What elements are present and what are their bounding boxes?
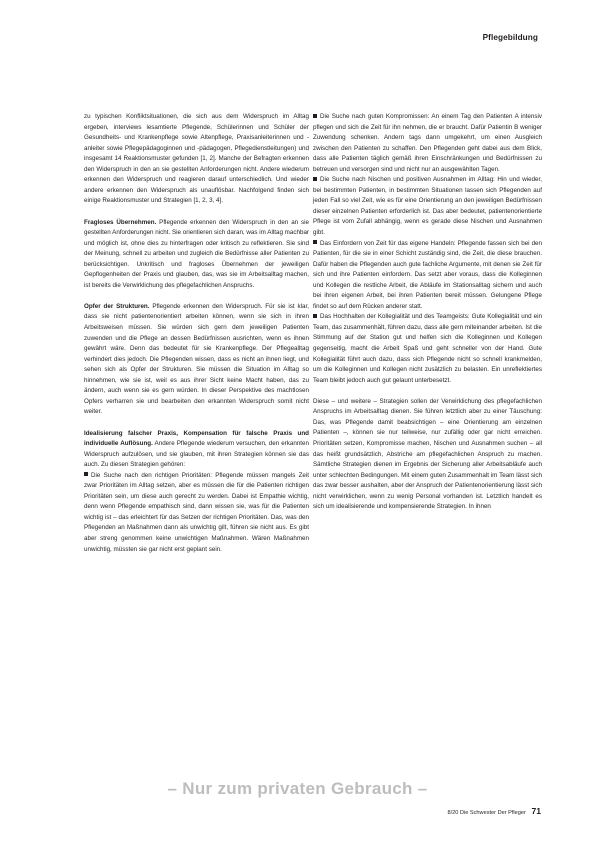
bullet-square-icon: [84, 472, 88, 476]
bullet-text: Die Suche nach guten Kompromissen: An einem Tag den Patienten A intensiv pflegen und sich die Zeit für ihn nehmen, die er braucht. Dafür Patientin B weniger Zuwendung schenken. Andern tags dann umgekehrt, um einen Ausgleich zwischen den Patienten zu schaffen. Den Pflegenden geht dabei aus dem Blick, dass alle Patienten täglich gemäß ihren Einschränkungen und Bedürfnissen zu betreuen und versorgen sind und nicht nur an ausgewählten Tagen.: [313, 113, 542, 173]
bullet-square-icon: [313, 177, 317, 181]
bullet-square-icon: [313, 240, 317, 244]
paragraph-lead: Opfer der Strukturen.: [84, 302, 150, 310]
paragraph-body: Andere Pflegende wiederum versuchen, den erkannten Widerspruch aufzulösen, und sie glauben, mit ihren Strategien können sie das auch. Zu diesen Strategien gehören:: [84, 440, 309, 469]
bullet-square-icon: [313, 114, 317, 118]
paragraph-idealisierung: [84, 429, 309, 471]
paragraph-body: Pflegende erkennen den Widerspruch in den an sie gestellten Anforderungen nicht. Sie orientieren sich daran, was im Alltag machbar und möglich ist, ohne dies zu hinterfragen oder kritisch zu reflektieren. Sie sind der Meinung, schnell zu arbeiten und zugleich die Bedürfnisse aller Patienten zu berücksichtigen. Unkritisch und fragloses Übernehmen der jeweiligen Gepflogenheiten der Praxis und glauben, das, was sie im Arbeitsalltag machen, ist bereits die Verwirklichung des pflegefachlichen Anspruchs.: [84, 218, 309, 289]
right-column: [313, 112, 542, 523]
bullet-kollegialitaet: [313, 312, 542, 386]
bullet-text: Das Hochhalten der Kollegialität und des Teamgeists: Gute Kollegialität und ein Team, das zusammenhält, führen dazu, dass alle gern miteinander arbeiten. Ist die Stimmung auf der Station gut und helfen sich die Kolleginnen und Kollegen gegenseitig, macht die Arbeit Spaß und geht schneller von der Hand. Gute Kollegialität führt auch dazu, dass sich Pflegende nicht so schnell krankmelden, um die Kolleginnen und Kollegen nicht zusätzlich zu belasten. Ein unreflektiertes Team bleibt jedoch auch gut gelaunt unterbesetzt.: [313, 313, 542, 384]
bullet-kompromisse: [313, 112, 542, 175]
section-header: Pflegebildung: [482, 33, 538, 42]
watermark: – Nur zum privaten Gebrauch –: [167, 779, 428, 798]
paragraph-body: Pflegende erkennen den Widerspruch. Für sie ist klar, dass sie nicht patientenorientiert arbeiten können, wenn sie sich in ihren Arbeitsweisen müssen. Sie würden sich gern dem jeweiligen Patienten zuwenden und die Pflege an dessen Bedürfnissen ausrichten, wenn es ihnen gewährt wäre. Denn das bedeutet für sie Krankenpflege. Der Pflegealltag verhindert dies jedoch. Die Pflegenden wissen, dass es nicht an ihnen liegt, und sehen sich als Opfer der Strukturen. Sie müssen die Situation im Alltag so hinnehmen, wie sie ist, weil es aus ihrer Sicht keine Macht haben, das zu ändern, auch wenn sie es gern würden. In dieser Perspektive des machtlosen Opfers verharren sie und bearbeiten den erkannten Widerspruch somit nicht weiter.: [84, 302, 309, 416]
paragraph-lead: Idealisierung falscher Praxis, Kompensation für falsche Praxis und individuelle Auflösung.: [84, 429, 309, 448]
page-footer: [448, 806, 541, 816]
bullet-nischen: [313, 175, 542, 238]
page-number: 71: [531, 806, 541, 816]
bullet-prioritaeten: [84, 471, 309, 555]
bullet-text: Die Suche nach den richtigen Prioritäten: Pflegende müssen mangels Zeit zwar Prioritäten im Alltag setzen, aber es müssen die für die Patienten richtigen Prioritäten sein, um diese auch gerecht zu werden. Dabei ist Empathie wichtig, denn wenn Pflegende empathisch sind, dann wissen sie, was für die Patienten wichtig ist – das erleichtert für das Setzen der richtigen Prioritäten. Das, was den Pflegenden an Maßnahmen dann als unwichtig gilt, führen sie nicht aus. Es gibt aber streng genommen keine unwichtigen Maßnahmen. Wären Maßnahmen unwichtig, müssten sie gar nicht erst geplant sein.: [84, 471, 309, 553]
bullet-square-icon: [313, 314, 317, 318]
closing-paragraph: Diese – und weitere – Strategien sollen der Verwirklichung des pflegefachlichen Anspruchs im Arbeitsalltag dienen. Sie führen letztlich aber zu einer Täuschung: Das, was Pflegende damit beabsichtigen – eine Orientierung am einzelnen Patienten –, können sie nur teilweise, nur zufällig oder gar nicht erreichen. Prioritäten setzen, Kompromisse machen, Nischen und Ausnahmen suchen – all das heißt grundsätzlich, Abstriche am pflegefachlichen Anspruch zu machen. Sämtliche Strategien dienen im Ergebnis der Sicherung aller Arbeitsabläufe auch unter schlechten Bedingungen. Mit einem guten Zusammenhalt im Team lässt sich das zwar besser aushalten, aber der Anspruch der Patientenorientierung lässt sich nicht verwirklichen, wenn zu wenig Personal vorhanden ist. Letztlich handelt es sich um idealisierende und kompensierende Strategien. In ihnen: [313, 397, 542, 511]
bullet-text: Die Suche nach Nischen und positiven Ausnahmen im Alltag: Hin und wieder, bei bestimmten Patienten, in bestimmten Situationen lassen sich Pflegenden auf jeden Fall so viel Zeit, wie es für eine Orientierung an den jeweiligen Bedürfnissen dieser einzelnen Patienten erforderlich ist. Das aber bedeutet, patientenorientierte Pflege ist vom Zufall abhängig, wenn es gerade diese Nischen und Ausnahmen gibt.: [313, 176, 542, 237]
left-column: [84, 112, 309, 555]
journal-name: 8/20 Die Schwester Der Pfleger: [447, 810, 526, 816]
bullet-zeit-einfordern: [313, 239, 542, 313]
paragraph-frageloses-uebernehmen: [84, 218, 309, 292]
paragraph-opfer-der-strukturen: [84, 302, 309, 418]
paragraph-lead: Fragloses Übernehmen.: [84, 218, 157, 226]
intro-paragraph: zu typischen Konfliktsituationen, die sich aus dem Widerspruch im Alltag ergeben, interviews lesamtierte Pflegende, Schülerinnen und Schüler der Gesundheits- und Krankenpflege sowie Altenpflege, Praxisanleiterinnen und -anleiter sowie Pflegepädagoginnen und -pädagogen, Pflegedienstleitungen) und insgesamt 14 Reaktionsmuster gefunden [1, 2]. Manche der Befragten erkennen den Widerspruch in den an sie gestellten Anforderungen nicht. Andere wiederum erkennen den Widerspruch und reagieren darauf unterschiedlich. Und wieder andere erkennen den Widerspruch als unauflösbar. Nachfolgend finden sich einige Reaktionsmuster und Strategien [1, 2, 3, 4].: [84, 113, 309, 205]
bullet-text: Das Einfordern von Zeit für das eigene Handeln: Pflegende fassen sich bei den Patienten, für die sie in einer Schicht zuständig sind, die Zeit, die diese brauchen. Dafür haben die Pflegenden auch gute fachliche Argumente, mit denen sie Zeit für sich und ihre Patienten einfordern. Das setzt aber voraus, dass die Kolleginnen und Kollegen die restliche Arbeit, die Abläufe im Stationsalltag sichern und auch bei ihren eigenen Arbeit, bei ihren Patienten bereit müssen. Gelungene Pflege findet so auf dem Rücken anderer statt.: [313, 239, 542, 310]
